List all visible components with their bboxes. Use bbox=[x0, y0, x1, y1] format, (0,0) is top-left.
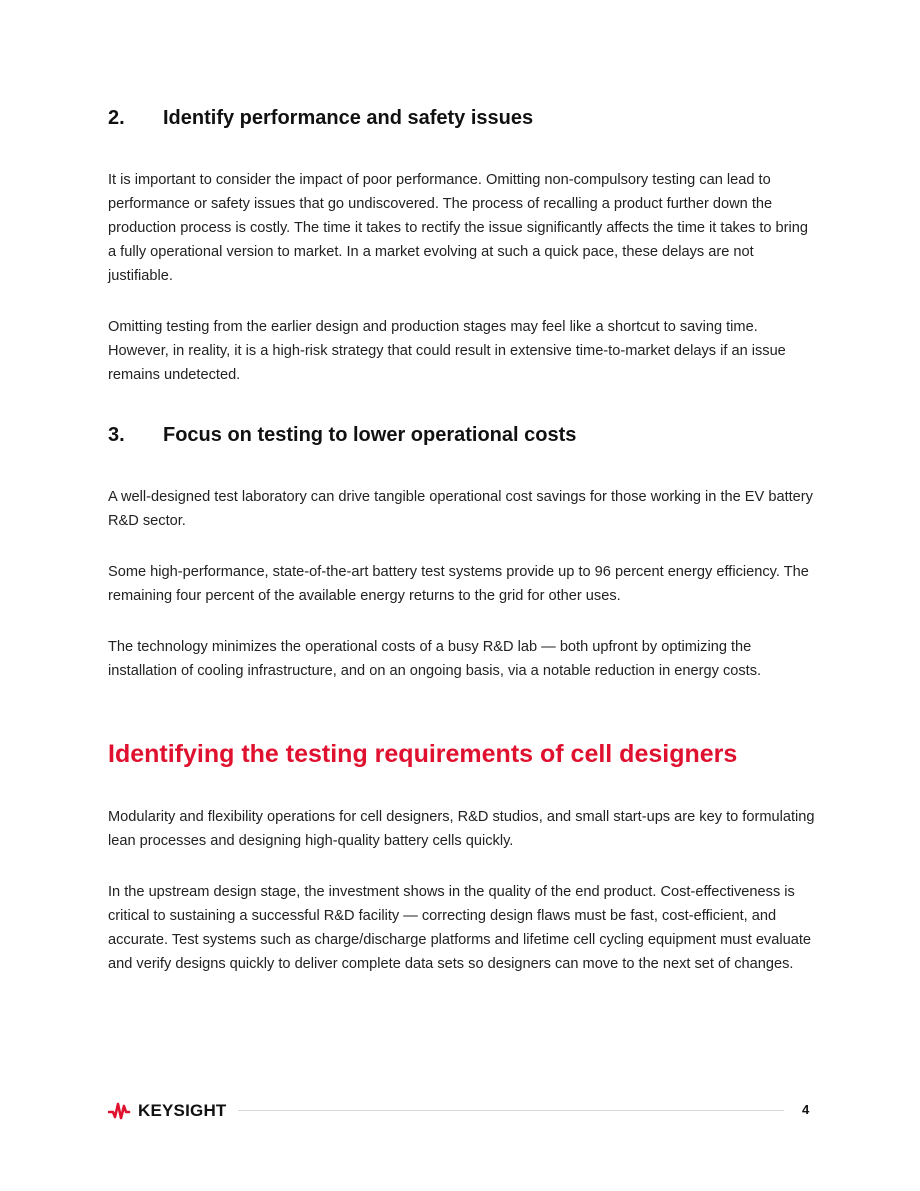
section-2-paragraph-2: Omitting testing from the earlier design and production stages may feel like a shortcut to saving time. However, in reality, it is a high-risk strategy that could result in extensive time-to-market delays if an issue remains undetected. bbox=[108, 319, 786, 383]
section-3-title: Focus on testing to lower operational costs bbox=[163, 424, 577, 446]
main-section-paragraph-2: In the upstream design stage, the investment shows in the quality of the end product. Cost-effectiveness is critical to sustaining a successful R&D facility — correcting design flaws must be fast, cost-efficient, and accurate. Test systems such as charge/discharge platforms and lifetime cell cycling equipment must evaluate and verify designs quickly to deliver complete data sets so designers can move to the next set of changes. bbox=[108, 884, 811, 972]
section-3-paragraph-2: Some high-performance, state-of-the-art battery test systems provide up to 96 percent energy efficiency. The remaining four percent of the available energy returns to the grid for other uses. bbox=[108, 564, 809, 604]
page-number: 4 bbox=[802, 1102, 810, 1117]
section-2-number: 2. bbox=[108, 107, 125, 129]
footer-divider bbox=[238, 1110, 784, 1111]
section-3-paragraph-1: A well-designed test laboratory can drive tangible operational cost savings for those working in the EV battery R&D sector. bbox=[108, 489, 813, 529]
footer-logo bbox=[108, 1100, 227, 1122]
section-2-title: Identify performance and safety issues bbox=[163, 107, 534, 129]
section-3-paragraph-3: The technology minimizes the operational costs of a busy R&D lab — both upfront by optimizing the installation of cooling infrastructure, and on an ongoing basis, via a notable reduction in energy costs. bbox=[108, 639, 762, 679]
brand-name: KEYSIGHT bbox=[138, 1101, 227, 1120]
section-2-paragraph-1: It is important to consider the impact of poor performance. Omitting non-compulsory testing can lead to performance or safety issues that go undiscovered. The process of recalling a product further down the production process is costly. The time it takes to rectify the issue significantly affects the time it takes to bring a fully operational version to market. In a market evolving at such a quick pace, these delays are not justifiable. bbox=[108, 172, 809, 284]
main-section-title: Identifying the testing requirements of cell designers bbox=[108, 740, 738, 768]
main-section-paragraph-1: Modularity and flexibility operations for cell designers, R&D studios, and small start-ups are key to formulating lean processes and designing high-quality battery cells quickly. bbox=[108, 809, 815, 849]
section-2-heading bbox=[108, 107, 533, 130]
section-3-heading bbox=[108, 424, 576, 447]
keysight-wave-icon bbox=[108, 1101, 134, 1121]
section-3-number: 3. bbox=[108, 424, 125, 446]
